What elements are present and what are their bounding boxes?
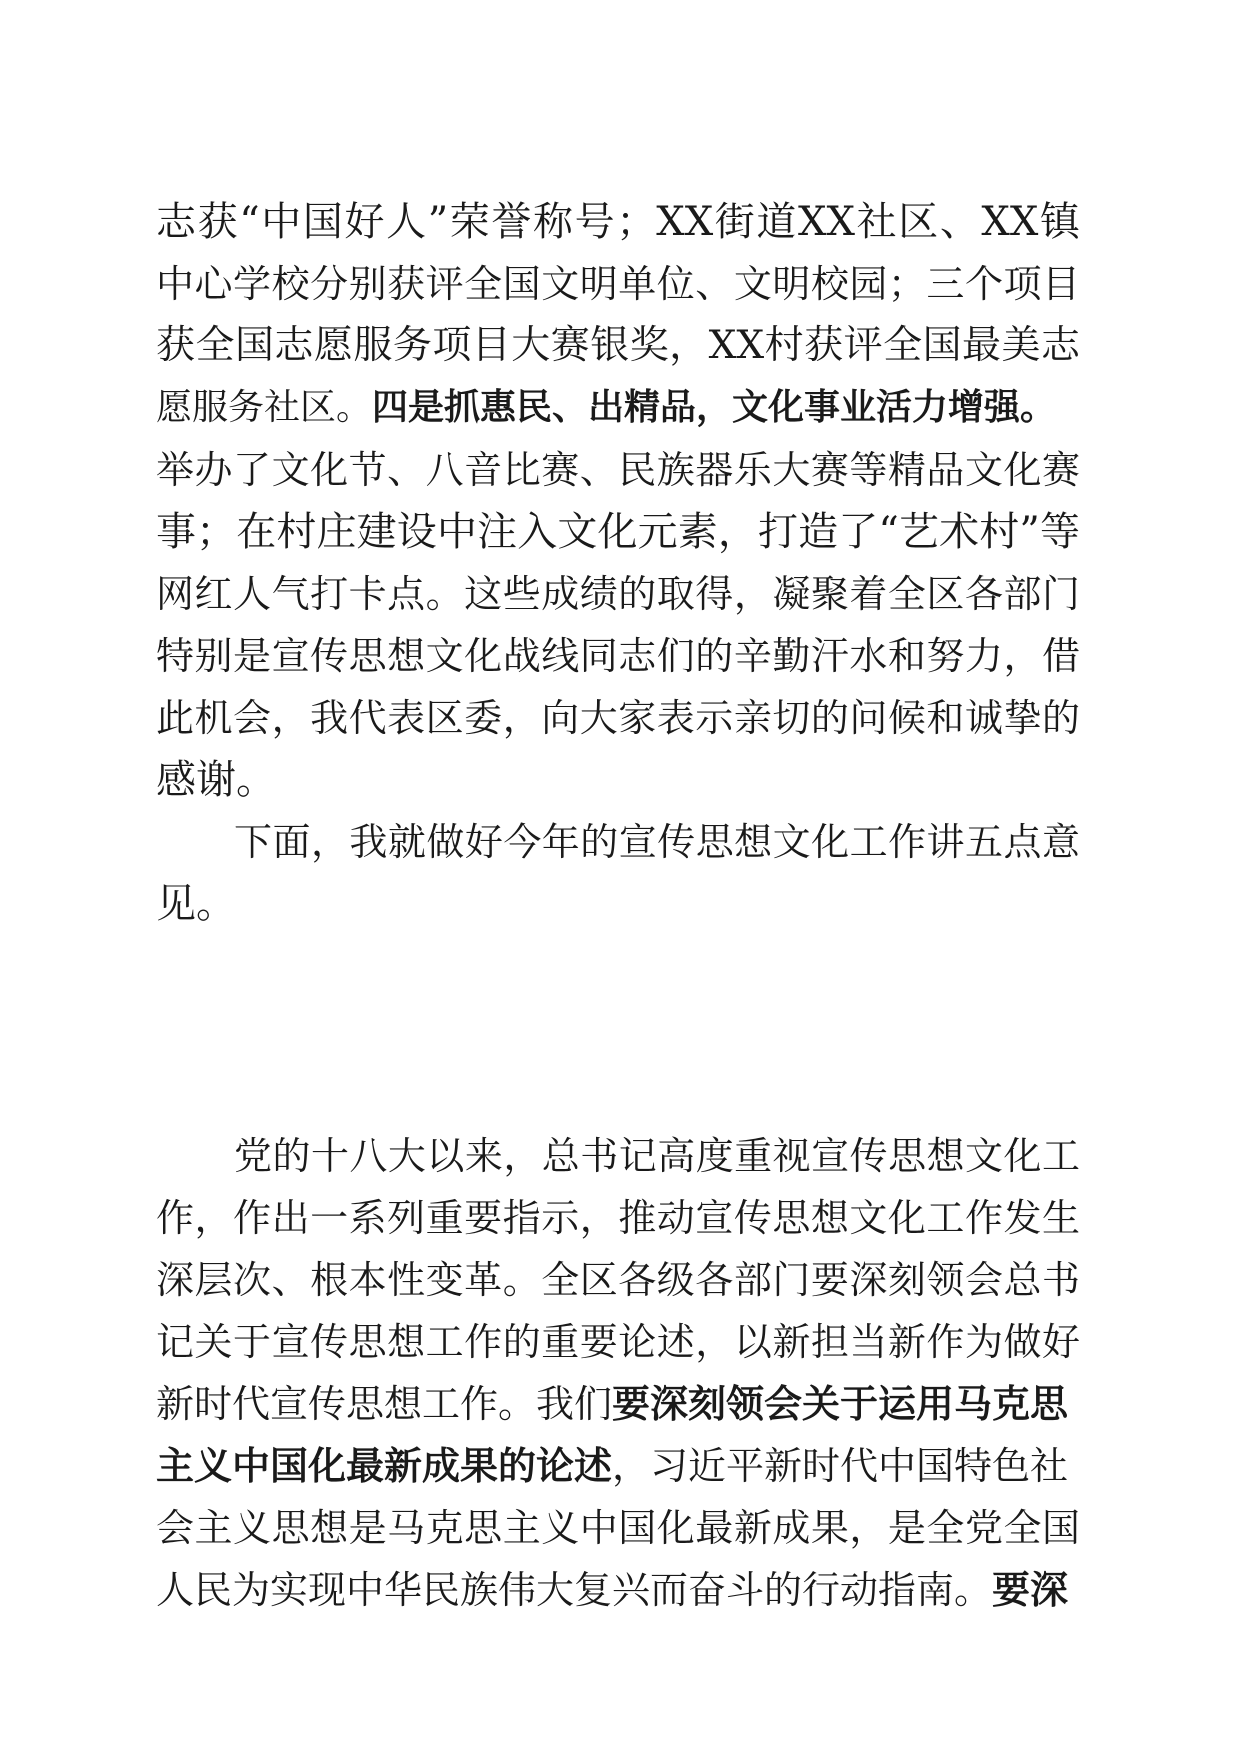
- text-line: [156, 254, 1080, 314]
- text-line: [156, 626, 1080, 686]
- text-line: [156, 874, 1080, 934]
- text-span: 特别是宣传思想文化战线同志们的辛勤汗水和努力，借: [156, 634, 1080, 678]
- text-line: [234, 1126, 1080, 1186]
- text-span: 作，作出一系列重要指示，推动宣传思想文化工作发生: [156, 1196, 1080, 1240]
- text-line: [156, 564, 1080, 624]
- section-heading-line: [230, 938, 1080, 998]
- text-line: [156, 1250, 1080, 1310]
- text-span: ，习近平新时代中国特色社: [612, 1444, 1069, 1488]
- text-line: [156, 1498, 1080, 1558]
- text-span: 会主义思想是马克思主义中国化最新成果，是全党全国: [156, 1506, 1080, 1550]
- text-line: [156, 1188, 1080, 1248]
- text-line: [156, 688, 1080, 748]
- text-line: [156, 316, 1080, 376]
- text-line: [234, 812, 1080, 872]
- text-line: [156, 1560, 1080, 1620]
- text-span: 下面，我就做好今年的宣传思想文化工作讲五点意: [234, 820, 1080, 864]
- text-line: [156, 1312, 1080, 1372]
- text-line: [156, 378, 1080, 438]
- text-span: 深层次、根本性变革。全区各级各部门要深刻领会总书: [156, 1258, 1080, 1302]
- text-span: 人民为实现中华民族伟大复兴而奋斗的行动指南。: [156, 1568, 993, 1612]
- text-span: 新时代宣传思想工作。我们: [156, 1382, 613, 1426]
- text-span: 获全国志愿服务项目大赛银奖，XX村获评全国最美志: [156, 323, 1080, 368]
- text-span: 记关于宣传思想工作的重要论述，以新担当新作为做好: [156, 1320, 1080, 1364]
- section-heading-line: [156, 1000, 1080, 1060]
- section-heading-line: [156, 1062, 1080, 1122]
- text-span: 见。: [156, 881, 236, 927]
- text-span: 愿服务社区。: [156, 387, 373, 428]
- text-line: [156, 502, 1080, 562]
- text-span: 感谢。: [156, 757, 276, 803]
- bold-text: 要深: [992, 1568, 1069, 1612]
- text-line: [156, 1374, 1080, 1434]
- text-line: [156, 1436, 1080, 1496]
- bold-text: 主义中国化最新成果的论述: [156, 1444, 613, 1488]
- text-line: [156, 750, 1080, 810]
- text-span: 网红人气打卡点。这些成绩的取得，凝聚着全区各部门: [156, 572, 1080, 616]
- text-span: 举办了文化节、八音比赛、民族器乐大赛等精品文化赛: [156, 448, 1080, 492]
- text-line: [156, 192, 1080, 252]
- text-span: 志获“中国好人”荣誉称号；XX街道XX社区、XX镇: [156, 199, 1080, 245]
- text-span: 党的十八大以来，总书记高度重视宣传思想文化工: [234, 1134, 1080, 1178]
- bold-text: 四是抓惠民、出精品，文化事业活力增强。: [372, 387, 1057, 428]
- text-span: 中心学校分别获评全国文明单位、文明校园；三个项目: [156, 262, 1080, 306]
- text-line: [156, 440, 1080, 500]
- text-span: 事；在村庄建设中注入文化元素，打造了“艺术村”等: [156, 509, 1080, 555]
- bold-text: 要深刻领会关于运用马克思: [612, 1382, 1069, 1426]
- text-span: 此机会，我代表区委，向大家表示亲切的问候和诚挚的: [156, 696, 1080, 740]
